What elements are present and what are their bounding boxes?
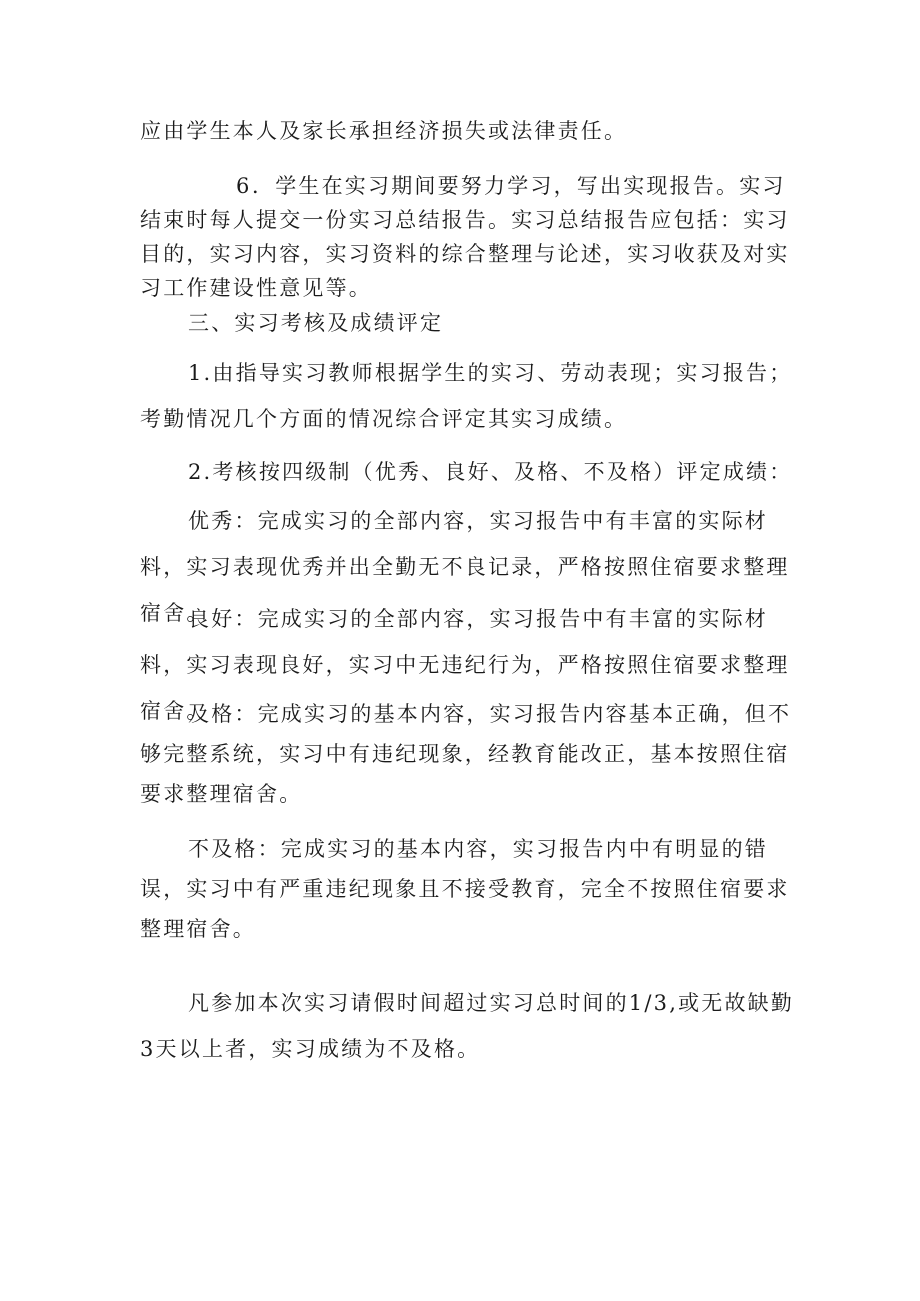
item-6-text: ．学生在实习期间要努力学习，写出实现报告。实习结束时每人提交一份实习总结报告。实习总结报告应包括：实习目的，实习内容，实习资料的综合整理与论述，实习收获及对实习工作建设性意见等。 [140, 174, 790, 300]
paragraph-grade-fail: 不及格：完成实习的基本内容，实习报告内中有明显的错误，实习中有严重违纪现象且不接受教育，完全不按照住宿要求整理宿舍。 [140, 837, 790, 941]
paragraph-liability: 应由学生本人及家长承担经济损失或法律责任。 [140, 119, 628, 143]
paragraph-grade-excellent: 优秀：完成实习的全部内容，实习报告中有丰富的实际材料，实习表现优秀并出全勤无不良记录，严格按照住宿要求整理宿舍。 [140, 509, 790, 625]
paragraph-item-1: 1.由指导实习教师根据学生的实习、劳动表现；实习报告；考勤情况几个方面的情况综合评定其实习成绩。 [140, 361, 793, 431]
paragraph-grade-pass: 及格：完成实习的基本内容，实习报告内容基本正确，但不够完整系统，实习中有违纪现象，经教育能改正，基本按照住宿要求整理宿舍。 [140, 702, 792, 806]
paragraph-item-6 [140, 169, 800, 305]
paragraph-item-2: 2.考核按四级制（优秀、良好、及格、不及格）评定成绩： [188, 460, 793, 484]
item-number: 6 [236, 174, 252, 198]
paragraph-absence-rule: 凡参加本次实习请假时间超过实习总时间的1/3,或无故缺勤3天以上者，实习成绩为不及格。 [140, 991, 795, 1061]
paragraph-grade-good: 良好：完成实习的全部内容，实习报告中有丰富的实际材料，实习表现良好，实习中无违纪行为，严格按照住宿要求整理宿舍。 [140, 607, 790, 723]
section-heading-assessment: 三、实习考核及成绩评定 [188, 311, 444, 335]
